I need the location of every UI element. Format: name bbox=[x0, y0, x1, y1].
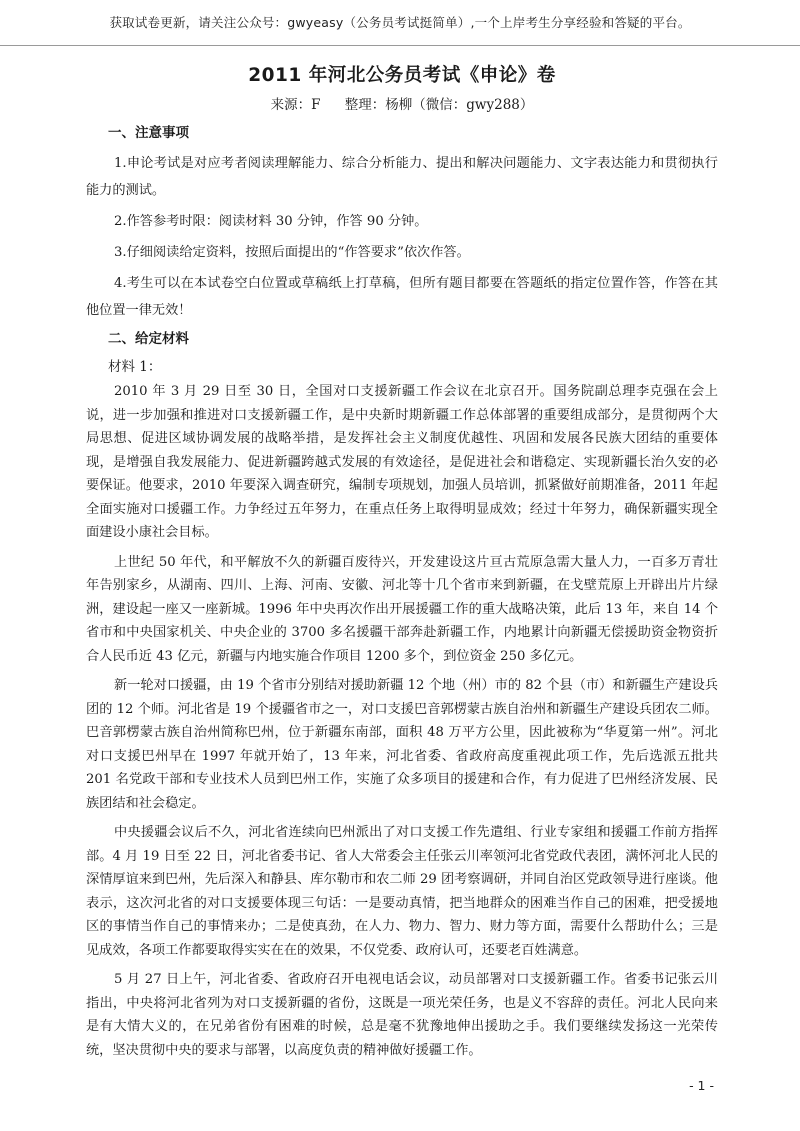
page-number: - 1 - bbox=[689, 1078, 714, 1093]
material-label: 材料 1： bbox=[108, 359, 162, 375]
notice-item: 4.考生可以在本试卷空白位置或草稿纸上打草稿，但所有题目都要在答题纸的指定位置作答，作答在其他位置一律无效！ bbox=[86, 276, 718, 318]
notice-item: 2.作答参考时限：阅读材料 30 分钟，作答 90 分钟。 bbox=[114, 214, 428, 229]
material-paragraph: 中央援疆会议后不久，河北省连续向巴州派出了对口支援工作先遣组、行业专家组和援疆工作前方指挥部。4 月 19 日至 22 日，河北省委书记、省人大常委会主任张云川率领河北省党政代表团，满怀河北人民的深情厚谊来到巴州，先后深入和静县、库尔勒市和农二师 29 团考察调研，并同自治区党政领导进行座谈。他表示，这次河北省的对口支援要体现三句话：一是要动真情，把当地群众的困难当作自己的困难，把受援地区的事情当作自己的事情来办；二是使真劲，在人力、物力、智力、财力等方面，需要什么帮助什么；三是见成效，各项工作都要取得实实在在的效果，不仅党委、政府认可，还要老百姓满意。 bbox=[86, 825, 718, 958]
document-source-line bbox=[86, 94, 718, 116]
material-paragraph: 2010 年 3 月 29 日至 30 日，全国对口支援新疆工作会议在北京召开。国务院副总理李克强在会上说，进一步加强和推进对口支援新疆工作，是中央新时期新疆工作总体部署的重要组成部分，是贯彻两个大局思想、促进区域协调发展的战略举措，是发挥社会主义制度优越性、巩固和发展各民族大团结的重要体现，是增强自我发展能力、促进新疆跨越式发展的有效途径，是促进社会和谐稳定、实现新疆长治久安的必要保证。他要求，2010 年要深入调查研究，编制专项规划，加强人员培训，抓紧做好前期准备，2011 年起全面实施对口援疆工作。力争经过五年努力，在重点任务上取得明显成效；经过十年努力，确保新疆实现全面建设小康社会目标。 bbox=[86, 384, 718, 540]
notice-item: 1.申论考试是对应考者阅读理解能力、综合分析能力、提出和解决问题能力、文字表达能力和贯彻执行能力的测试。 bbox=[86, 156, 718, 198]
notice-item: 3.仔细阅读给定资料，按照后面提出的“作答要求”依次作答。 bbox=[114, 245, 470, 260]
editor-label: 整理：杨柳（微信：gwy288） bbox=[344, 97, 534, 113]
document-body bbox=[86, 62, 718, 1068]
source-label: 来源：F bbox=[270, 97, 321, 113]
material-paragraph: 5 月 27 日上午，河北省委、省政府召开电视电话会议，动员部署对口支援新疆工作。省委书记张云川指出，中央将河北省列为对口支援新疆的省份，这既是一项光荣任务，也是义不容辞的责任。河北人民向来是有大情大义的，在兄弟省份有困难的时候，总是毫不犹豫地伸出援助之手。我们要继续发扬这一光荣传统，坚决贯彻中央的要求与部署，以高度负责的精神做好援疆工作。 bbox=[86, 972, 718, 1058]
notice-section-heading: 一、注意事项 bbox=[108, 125, 189, 141]
header-notice: 获取试卷更新，请关注公众号：gwyeasy（公务员考试挺简单）,一个上岸考生分享经验和答疑的平台。 bbox=[0, 0, 800, 46]
material-paragraph: 新一轮对口援疆，由 19 个省市分别结对援助新疆 12 个地（州）市的 82 个县（市）和新疆生产建设兵团的 12 个师。河北省是 19 个援疆省市之一，对口支援巴音郭楞蒙古族自治州和新疆生产建设兵团农二师。巴音郭楞蒙古族自治州简称巴州，位于新疆东南部，面积 48 万平方公里，因此被称为“华夏第一州”。河北对口支援巴州早在 1997 年就开始了，13 年来，河北省委、省政府高度重视此项工作，先后选派五批共 201 名党政干部和专业技术人员到巴州工作，实施了众多项目的援建和合作，有力促进了巴州经济发展、民族团结和社会稳定。 bbox=[86, 678, 718, 811]
document-title: 2011 年河北公务员考试《申论》卷 bbox=[248, 65, 556, 86]
material-paragraph: 上世纪 50 年代，和平解放不久的新疆百废待兴，开发建设这片亘古荒原急需大量人力，一百多万青壮年告别家乡，从湖南、四川、上海、河南、安徽、河北等十几个省市来到新疆，在戈壁荒原上开辟出片片绿洲，建设起一座又一座新城。1996 年中央再次作出开展援疆工作的重大战略决策，此后 13 年，来自 14 个省市和中央国家机关、中央企业的 3700 多名援疆干部奔赴新疆工作，内地累计向新疆无偿援助资金物资折合人民币近 43 亿元，新疆与内地实施合作项目 1200 多个，到位资金 250 多亿元。 bbox=[86, 554, 718, 664]
materials-section-heading: 二、给定材料 bbox=[108, 331, 189, 347]
